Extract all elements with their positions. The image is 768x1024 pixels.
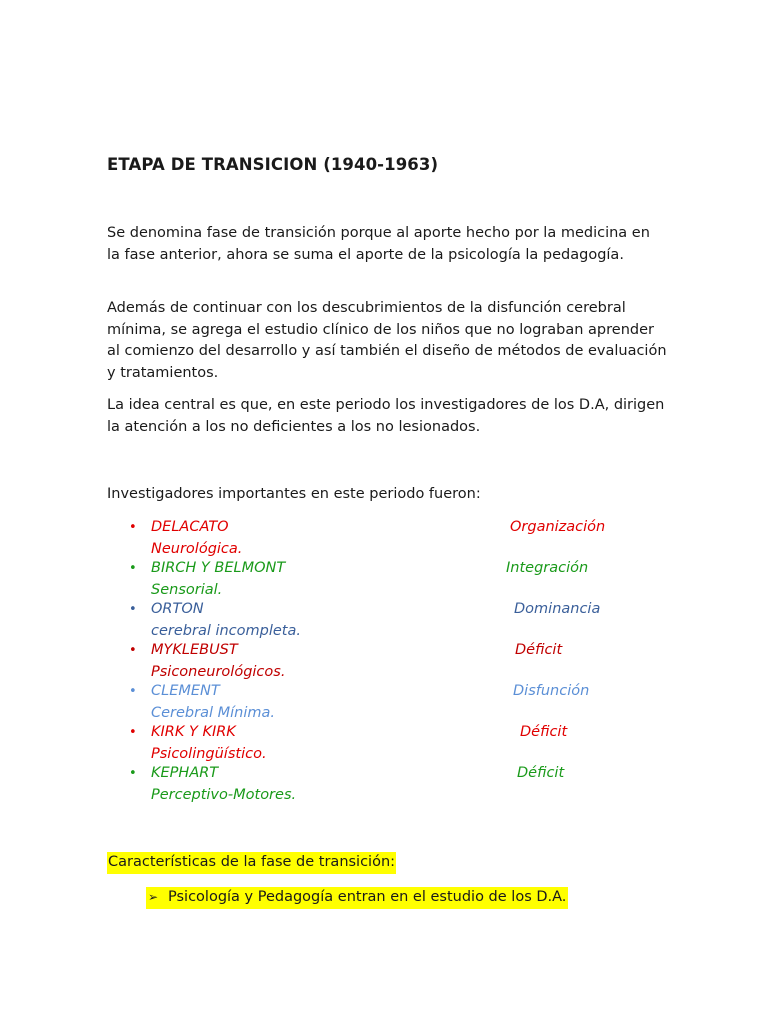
investigator-name: ORTON — [151, 601, 204, 617]
list-item — [0, 558, 768, 599]
list-item — [0, 681, 768, 722]
investigator-deficit-continued: Sensorial. — [151, 581, 223, 598]
investigator-deficit: Déficit — [517, 765, 565, 781]
investigator-deficit-continued: Cerebral Mínima. — [151, 704, 275, 721]
investigator-name: DELACATO — [151, 519, 229, 535]
investigator-deficit: Integración — [506, 560, 589, 576]
investigator-deficit-continued: Psicolingüístico. — [151, 745, 267, 762]
paragraph-central-idea: La idea central es que, en este periodo los investigadores de los D.A, dirigen la atención a los no deficientes a los no lesionados. — [107, 397, 665, 435]
paragraph-investigators-intro: Investigadores importantes en este periodo fueron: — [107, 486, 481, 502]
bullet-icon: • — [129, 684, 137, 699]
characteristics-item — [146, 887, 568, 909]
bullet-icon: • — [129, 643, 137, 658]
characteristics-item-text: Psicología y Pedagogía entran en el estudio de los D.A. — [168, 889, 567, 905]
paragraph-description: Además de continuar con los descubrimientos de la disfunción cerebral mínima, se agrega el estudio clínico de los niños que no lograban aprender al comienzo del desarrollo y así también el diseño de métodos de evaluación y tratamientos. — [107, 300, 667, 381]
document-title: ETAPA DE TRANSICION (1940-1963) — [107, 155, 439, 174]
investigator-deficit-continued: Psiconeurológicos. — [151, 663, 286, 680]
bullet-icon: • — [129, 725, 137, 740]
list-item — [0, 517, 768, 558]
characteristics-heading: Características de la fase de transición: — [107, 852, 396, 874]
investigator-name: MYKLEBUST — [151, 642, 238, 658]
bullet-icon: • — [129, 561, 137, 576]
paragraph-intro: Se denomina fase de transición porque al aporte hecho por la medicina en la fase anterior, ahora se suma el aporte de la psicología la pedagogía. — [107, 225, 650, 263]
investigator-deficit-continued: cerebral incompleta. — [151, 622, 301, 639]
list-item — [0, 722, 768, 763]
bullet-icon: • — [129, 766, 137, 781]
investigator-deficit: Déficit — [515, 642, 563, 658]
list-item — [0, 640, 768, 681]
list-item — [0, 599, 768, 640]
bullet-icon: • — [129, 520, 137, 535]
investigator-deficit-continued: Perceptivo-Motores. — [151, 786, 297, 803]
investigator-name: BIRCH Y BELMONT — [151, 560, 286, 576]
investigator-deficit: Organización — [510, 519, 606, 535]
list-item — [0, 763, 768, 804]
investigator-name: CLEMENT — [151, 683, 220, 699]
investigator-name: KEPHART — [151, 765, 219, 781]
investigators-list — [0, 517, 768, 804]
investigator-name: KIRK Y KIRK — [151, 724, 236, 740]
bullet-icon: • — [129, 602, 137, 617]
investigator-deficit: Dominancia — [514, 601, 601, 617]
investigator-deficit-continued: Neurológica. — [151, 540, 243, 557]
investigator-deficit: Déficit — [520, 724, 568, 740]
arrow-bullet-icon: ➢ — [148, 890, 159, 904]
investigator-deficit: Disfunción — [513, 683, 590, 699]
